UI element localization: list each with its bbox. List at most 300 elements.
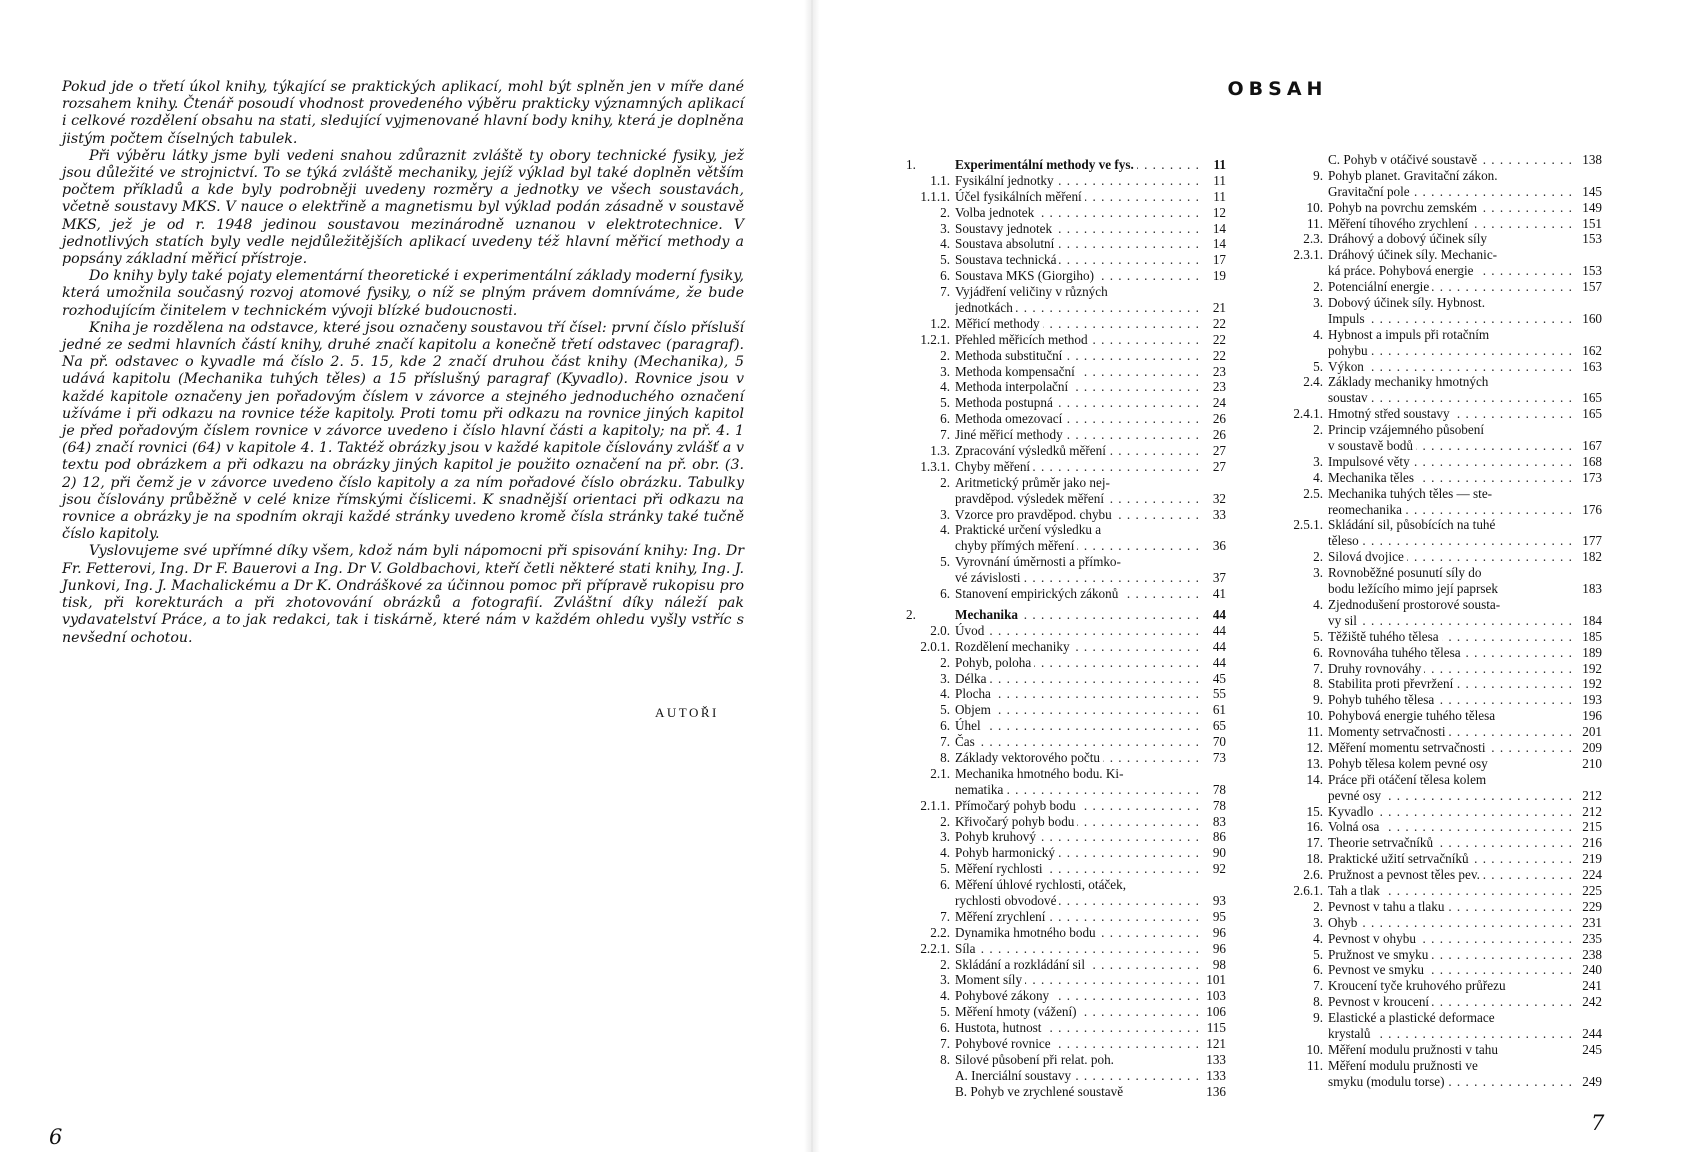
- toc-entry-title: Rovnoběžné posunutí síly do: [1328, 565, 1574, 581]
- toc-entry-number: 8.: [940, 749, 950, 765]
- toc-entry-page: 162: [1582, 342, 1602, 358]
- toc-entry-title: Elastické a plastické deformace: [1328, 1010, 1574, 1026]
- toc-entry-page: 238: [1582, 946, 1602, 962]
- toc-entry: [1277, 835, 1602, 851]
- toc-entry: [1277, 390, 1602, 406]
- toc-entry-title: ká práce. Pohybová energie . . .: [1328, 263, 1574, 279]
- toc-entry-number: 2.4.1.: [1293, 406, 1323, 422]
- toc-entry-title: Účel fysikálních měření . . .: [955, 189, 1198, 205]
- toc-entry-page: 151: [1582, 215, 1602, 231]
- toc-entry: [904, 221, 1226, 237]
- toc-entry-number: 1.1.1.: [920, 188, 950, 204]
- toc-entry: [1277, 788, 1602, 804]
- toc-entry-title: Soustavy jednotek . . .: [955, 221, 1198, 237]
- toc-entry-page: 212: [1582, 787, 1602, 803]
- toc-entry-page: 138: [1582, 152, 1602, 167]
- preface-paragraph: Při výběru látky jsme byli vedeni snahou zdůraznit zvláště ty obory technické fysiky, jež jsou důležité ve strojnictví. To se týká zvláště mechaniky, jejíž výklad byl také doplněn větším počtem příkladů a kde byly podrobněji uvedeny rozměry a jednotky ve všech soustavách, včetně soustavy MKS. V nauce o elektřině a magnetismu byl výklad podán zásadně v soustavě MKS, jež je od r. 1948 jedinou soustavou mezinárodně uznanou v elektrotechnice. V jednotlivých statích byly vedle nejdůležitějších aplikací uvedeny též hlavní měřicí methody a popsány základní měřicí přístroje.: [62, 147, 744, 268]
- toc-entry-number: 2.5.: [1303, 485, 1323, 501]
- toc-entry: [904, 686, 1226, 702]
- toc-entry-page: 55: [1212, 686, 1226, 702]
- toc-entry-page: 145: [1582, 183, 1602, 199]
- toc-entry-page: 86: [1212, 829, 1226, 845]
- toc-entry-title: Vyjádření veličiny v různých: [955, 284, 1198, 300]
- toc-entry-number: 6.: [940, 268, 950, 284]
- toc-entry-page: 45: [1212, 670, 1226, 686]
- toc-entry: [904, 941, 1226, 957]
- toc-entry-page: 33: [1212, 506, 1226, 522]
- toc-entry-page: 240: [1582, 962, 1602, 978]
- toc-entry-title: Praktické určení výsledku a: [955, 522, 1198, 538]
- toc-entry-title: Mechanika těles . . .: [1328, 470, 1574, 486]
- toc-entry-number: 4.: [940, 845, 950, 861]
- toc-entry: [1277, 454, 1602, 470]
- toc-entry-page: 229: [1582, 898, 1602, 914]
- toc-entry-page: 192: [1582, 660, 1602, 676]
- toc-entry-page: 26: [1212, 411, 1226, 427]
- toc-entry-number: 1.1.: [930, 172, 950, 188]
- preface-paragraph: Do knihy byly také pojaty elementární theoretické i experimentální základy moderní fysiky, která umožnila současný rozvoj atomové fysiky, o níž se plným právem domníváme, že bude rozhodujícím činitelem v technickém vývoji blízké budoucnosti.: [62, 268, 744, 319]
- toc-entry-page: 70: [1212, 734, 1226, 750]
- toc-entry: [1277, 597, 1602, 613]
- toc-entry-title: Zjednodušení prostorové sousta-: [1328, 597, 1574, 613]
- toc-entry-page: 23: [1212, 363, 1226, 379]
- toc-entry-number: 4.: [940, 236, 950, 252]
- toc-entry-title: Vyrovnání úměrnosti a přímko-: [955, 554, 1198, 570]
- toc-entry-page: 173: [1582, 469, 1602, 485]
- toc-entry: [1277, 343, 1602, 359]
- toc-entry: [904, 766, 1226, 782]
- toc-entry-page: 192: [1582, 676, 1602, 692]
- toc-entry-page: 37: [1212, 570, 1226, 586]
- toc-entry: [1277, 502, 1602, 518]
- toc-entry-title: jednotkách . . .: [955, 300, 1198, 316]
- toc-entry-number: 5.: [940, 554, 950, 570]
- toc-entry-number: 6.: [940, 411, 950, 427]
- toc-entry-number: 5.: [940, 702, 950, 718]
- toc-entry-title: Délka . . .: [955, 671, 1198, 687]
- toc-entry-number: 5.: [1313, 358, 1323, 374]
- toc-entry: [904, 443, 1226, 459]
- toc-entry: [904, 522, 1226, 538]
- toc-entry-title: Výkon . . .: [1328, 359, 1574, 375]
- toc-entry: [1277, 645, 1602, 661]
- toc-entry: [1277, 247, 1602, 263]
- toc-entry-number: 2.6.: [1303, 867, 1323, 883]
- toc-entry-number: 4.: [940, 686, 950, 702]
- toc-entry-title: Dynamika hmotného bodu . . .: [955, 925, 1198, 941]
- toc-entry: [904, 332, 1226, 348]
- toc-entry: [1277, 931, 1602, 947]
- toc-entry: [1277, 311, 1602, 327]
- toc-entry: [1277, 549, 1602, 565]
- toc-entry-number: 3.: [1313, 914, 1323, 930]
- toc-entry-page: 92: [1212, 861, 1226, 877]
- toc-entry-title: Objem . . .: [955, 702, 1198, 718]
- toc-entry-number: 15.: [1306, 803, 1323, 819]
- toc-entry-title: Methoda omezovací . . .: [955, 411, 1198, 427]
- toc-entry-title: Kyvadlo . . .: [1328, 804, 1574, 820]
- toc-entry: [904, 972, 1226, 988]
- toc-entry: [904, 157, 1226, 173]
- toc-entry: [1277, 327, 1602, 343]
- toc-entry-number: 1.: [906, 157, 916, 172]
- toc-entry: [904, 1036, 1226, 1052]
- toc-entry-number: 1.2.: [930, 315, 950, 331]
- toc-entry-number: 6.: [940, 877, 950, 893]
- toc-entry-number: 8.: [940, 1051, 950, 1067]
- toc-entry-number: 3.: [1313, 295, 1323, 311]
- toc-entry-number: 1.2.1.: [920, 331, 950, 347]
- toc-entry-number: 9.: [1313, 1010, 1323, 1026]
- toc-entry-title: Moment síly . . .: [955, 972, 1198, 988]
- toc-entry-number: 4.: [1313, 930, 1323, 946]
- preface-text: [62, 79, 744, 647]
- toc-entry-number: 2.3.1.: [1293, 247, 1323, 263]
- toc-entry-title: Těžiště tuhého tělesa . . .: [1328, 629, 1574, 645]
- toc-entry: [904, 173, 1226, 189]
- toc-entry-page: 41: [1212, 586, 1226, 602]
- toc-entry: [1277, 1042, 1602, 1058]
- toc-entry: [904, 348, 1226, 364]
- toc-entry: [1277, 565, 1602, 581]
- toc-entry-number: 10.: [1306, 199, 1323, 215]
- toc-entry-page: 121: [1206, 1035, 1226, 1051]
- toc-entry-title: Měření modulu pružnosti ve: [1328, 1058, 1574, 1074]
- toc-entry-title: Pevnost v tahu a tlaku . . .: [1328, 899, 1574, 915]
- toc-entry: [904, 1052, 1226, 1068]
- left-page: [0, 0, 812, 1152]
- toc-entry: [1277, 613, 1602, 629]
- toc-entry: [904, 268, 1226, 284]
- toc-entry: [904, 798, 1226, 814]
- toc-entry-title: Pohyb kruhový . . .: [955, 829, 1198, 845]
- toc-entry-title: Úhel . . .: [955, 718, 1198, 734]
- toc-entry-page: 182: [1582, 549, 1602, 565]
- toc-entry-number: 3.: [940, 972, 950, 988]
- toc-entry-page: 225: [1582, 882, 1602, 898]
- toc-entry: [1277, 263, 1602, 279]
- toc-entry: [1277, 692, 1602, 708]
- toc-entry: [1277, 1074, 1602, 1090]
- toc-entry: [904, 491, 1226, 507]
- toc-entry-title: Pohybová energie tuhého tělesa: [1328, 708, 1574, 724]
- toc-entry: [904, 782, 1226, 798]
- toc-entry-page: 241: [1582, 978, 1602, 994]
- toc-entry: [904, 988, 1226, 1004]
- toc-entry-title: Rozdělení mechaniky . . .: [955, 639, 1198, 655]
- toc-entry: [904, 554, 1226, 570]
- toc-entry-page: 212: [1582, 803, 1602, 819]
- toc-entry: [1277, 470, 1602, 486]
- toc-entry-page: 242: [1582, 994, 1602, 1010]
- toc-entry: [1277, 708, 1602, 724]
- toc-entry-title: Volná osa . . .: [1328, 819, 1574, 835]
- toc-entry: [904, 236, 1226, 252]
- toc-entry-title: Měření momentu setrvačnosti . . .: [1328, 740, 1574, 756]
- toc-entry-page: 19: [1212, 268, 1226, 284]
- toc-entry: [904, 427, 1226, 443]
- toc-entry-page: 44: [1212, 606, 1226, 622]
- toc-entry: [1277, 676, 1602, 692]
- toc-entry-number: 4.: [940, 988, 950, 1004]
- toc-entry-number: 9.: [1313, 167, 1323, 183]
- toc-entry: [1277, 962, 1602, 978]
- toc-entry-page: 44: [1212, 654, 1226, 670]
- toc-entry-title: Pohyb na povrchu zemském . . .: [1328, 200, 1574, 216]
- toc-entry: [1277, 438, 1602, 454]
- toc-entry: [904, 1084, 1226, 1100]
- toc-entry-number: 2.2.: [930, 924, 950, 940]
- toc-entry-page: 215: [1582, 819, 1602, 835]
- toc-entry-page: 245: [1582, 1041, 1602, 1057]
- toc-entry-number: 5.: [1313, 946, 1323, 962]
- toc-entry-page: 136: [1206, 1083, 1226, 1099]
- toc-entry-number: 4.: [940, 379, 950, 395]
- toc-entry-page: 23: [1212, 379, 1226, 395]
- toc-entry-page: 244: [1582, 1025, 1602, 1041]
- toc-entry-page: 193: [1582, 692, 1602, 708]
- toc-entry: [1277, 517, 1602, 533]
- toc-entry-page: 101: [1206, 972, 1226, 988]
- toc-entry-title: Pevnost ve smyku . . .: [1328, 962, 1574, 978]
- toc-entry-number: 10.: [1306, 708, 1323, 724]
- toc-entry-title: Pevnost v ohybu . . .: [1328, 931, 1574, 947]
- toc-entry-number: 5.: [940, 252, 950, 268]
- toc-entry-page: 90: [1212, 845, 1226, 861]
- toc-entry-number: 11.: [1307, 724, 1323, 740]
- toc-entry-page: 184: [1582, 612, 1602, 628]
- toc-entry-title: Mechanika tuhých těles — ste-: [1328, 486, 1574, 502]
- toc-entry-page: 65: [1212, 718, 1226, 734]
- toc-entry: [1277, 915, 1602, 931]
- toc-entry: [1277, 486, 1602, 502]
- toc-entry-page: 163: [1582, 358, 1602, 374]
- toc-entry-title: Základy vektorového počtu . . .: [955, 750, 1198, 766]
- toc-entry-title: krystalů . . .: [1328, 1026, 1574, 1042]
- toc-entry-title: Základy mechaniky hmotných: [1328, 374, 1574, 390]
- toc-entry-page: 96: [1212, 940, 1226, 956]
- toc-entry-title: Přehled měřicích method . . .: [955, 332, 1198, 348]
- toc-entry: [904, 316, 1226, 332]
- toc-entry-page: 11: [1213, 157, 1226, 172]
- toc-entry-number: 8.: [1313, 676, 1323, 692]
- toc-entry-number: 2.3.: [1303, 231, 1323, 247]
- toc-entry-number: 10.: [1306, 1041, 1323, 1057]
- toc-entry-title: Methoda postupná . . .: [955, 395, 1198, 411]
- toc-entry: [904, 252, 1226, 268]
- toc-entry: [1277, 772, 1602, 788]
- toc-entry-title: Druhy rovnováhy . . .: [1328, 661, 1574, 677]
- toc-entry-page: 201: [1582, 724, 1602, 740]
- toc-entry: [904, 411, 1226, 427]
- toc-entry-title: těleso . . .: [1328, 533, 1574, 549]
- toc-entry-page: 96: [1212, 924, 1226, 940]
- toc-entry-page: 219: [1582, 851, 1602, 867]
- toc-entry-number: 17.: [1306, 835, 1323, 851]
- toc-entry: [904, 893, 1226, 909]
- toc-entry: [904, 702, 1226, 718]
- toc-entry: [1277, 899, 1602, 915]
- toc-entry-number: 3.: [940, 506, 950, 522]
- toc-entry-title: reomechanika . . .: [1328, 502, 1574, 518]
- toc-entry-page: 216: [1582, 835, 1602, 851]
- toc-entry-page: 27: [1212, 443, 1226, 459]
- toc-entry-page: 14: [1212, 236, 1226, 252]
- preface-paragraph: Pokud jde o třetí úkol knihy, týkající se praktických aplikací, mohl být splněn jen v míře dané rozsahem knihy. Čtenář posoudí vhodnost provedeného výběru prakticky významných aplikací i celkové rozdělení obsahu na stati, sledující vyjmenované hlavní body knihy, která je doplněna jistým počtem číselných tabulek.: [62, 79, 744, 147]
- toc-entry-page: 61: [1212, 702, 1226, 718]
- toc-entry-page: 133: [1206, 1067, 1226, 1083]
- toc-entry-title: Soustava technická . . .: [955, 252, 1198, 268]
- toc-entry-title: Práce při otáčení tělesa kolem: [1328, 772, 1574, 788]
- toc-entry-title: B. Pohyb ve zrychlené soustavě: [955, 1084, 1198, 1100]
- toc-entry-number: 2.0.: [930, 622, 950, 638]
- toc-entry-title: Fysikální jednotky . . .: [955, 173, 1198, 189]
- toc-entry-title: Křivočarý pohyb bodu . . .: [955, 814, 1198, 830]
- toc-entry-title: Soustava absolutní . . .: [955, 236, 1198, 252]
- toc-entry: [904, 1068, 1226, 1084]
- toc-entry: [1277, 216, 1602, 232]
- toc-entry-number: 7.: [940, 908, 950, 924]
- toc-entry-title: Hybnost a impuls při rotačním: [1328, 327, 1574, 343]
- toc-entry-page: 17: [1212, 252, 1226, 268]
- toc-entry: [1277, 867, 1602, 883]
- toc-entry-page: 185: [1582, 628, 1602, 644]
- toc-entry-title: A. Inerciální soustavy . . .: [955, 1068, 1198, 1084]
- toc-entry-number: 3.: [1313, 453, 1323, 469]
- toc-entry-title: Pohyb tuhého tělesa . . .: [1328, 692, 1574, 708]
- toc-entry-title: Gravitační pole . . .: [1328, 184, 1574, 200]
- contents-heading: OBSAH: [1227, 78, 1328, 100]
- toc-entry-title: Experimentální methody ve fys. . . .: [955, 157, 1198, 173]
- toc-entry-page: 153: [1582, 263, 1602, 279]
- toc-entry-page: 165: [1582, 390, 1602, 406]
- toc-entry: [1277, 1058, 1602, 1074]
- toc-entry-number: 6.: [1313, 962, 1323, 978]
- toc-entry-number: 1.3.1.: [920, 458, 950, 474]
- toc-entry: [904, 877, 1226, 893]
- toc-entry-title: Chyby měření . . .: [955, 459, 1198, 475]
- toc-entry-number: 3.: [940, 670, 950, 686]
- toc-entry-title: Pohybové rovnice . . .: [955, 1036, 1198, 1052]
- toc-entry-number: 7.: [940, 1035, 950, 1051]
- toc-entry: [1277, 804, 1602, 820]
- toc-entry-page: 249: [1582, 1073, 1602, 1089]
- toc-entry-page: 44: [1212, 638, 1226, 654]
- toc-entry: [904, 1004, 1226, 1020]
- toc-entry-number: 2.: [1313, 549, 1323, 565]
- toc-entry-title: Čas . . .: [955, 734, 1198, 750]
- toc-entry: [904, 814, 1226, 830]
- toc-entry-title: Tah a tlak . . .: [1328, 883, 1574, 899]
- toc-entry-number: 5.: [940, 1004, 950, 1020]
- toc-entry: [1277, 295, 1602, 311]
- toc-entry-title: Theorie setrvačníků . . .: [1328, 835, 1574, 851]
- page-number-left: 6: [49, 1125, 63, 1149]
- toc-entry-title: Pružnost ve smyku . . .: [1328, 947, 1574, 963]
- toc-entry-number: 2.5.1.: [1293, 517, 1323, 533]
- toc-entry-page: 157: [1582, 279, 1602, 295]
- toc-entry-title: pevné osy . . .: [1328, 788, 1574, 804]
- toc-entry-number: 18.: [1306, 851, 1323, 867]
- toc-entry-title: Volba jednotek . . .: [955, 205, 1198, 221]
- toc-entry-title: Úvod . . .: [955, 623, 1198, 639]
- preface-paragraph: Vyslovujeme své upřímné díky všem, kdož nám byli nápomocni při spisování knihy: Ing. Dr Fr. Fetterovi, Ing. Dr F. Bauerovi a Ing. Dr V. Goldbachovi, kteří četli některé stati knihy, Ing. J. Junkovi, Ing. J. Machalickému a Dr K. Ondráškové za účinnou pomoc při přípravě rukopisu pro tisk, při korekturách a při zhotovování obrázků a fotografií. Zvláštní díky náleží pak vydavatelství Práce, a to jak redakci, tak i tiskárně, které nám v každém ohledu vyšly vstříc s nevšední ochotou.: [62, 543, 744, 646]
- toc-entry-title: pohybu . . .: [1328, 343, 1574, 359]
- toc-entry-number: 11.: [1307, 1057, 1323, 1073]
- toc-entry-page: 149: [1582, 199, 1602, 215]
- toc-entry-title: Pohyb, poloha . . .: [955, 655, 1198, 671]
- toc-entry: [1277, 883, 1602, 899]
- toc-entry-title: Pohyb harmonický . . .: [955, 845, 1198, 861]
- toc-entry-page: 160: [1582, 310, 1602, 326]
- toc-entry: [904, 189, 1226, 205]
- toc-entry-title: pravděpod. výsledek měření . . .: [955, 491, 1198, 507]
- toc-entry-page: 93: [1212, 892, 1226, 908]
- toc-entry-number: 2.: [940, 654, 950, 670]
- toc-entry-page: 95: [1212, 908, 1226, 924]
- toc-entry: [1277, 661, 1602, 677]
- toc-entry-title: Methoda kompensační . . .: [955, 364, 1198, 380]
- toc-entry: [1277, 231, 1602, 247]
- toc-entry: [1277, 724, 1602, 740]
- toc-entry-title: Pohyb planet. Gravitační zákon.: [1328, 168, 1574, 184]
- toc-entry-title: Měření úhlové rychlosti, otáček,: [955, 877, 1198, 893]
- toc-entry-title: Vzorce pro pravděpod. chybu . . .: [955, 507, 1198, 523]
- toc-entry-number: 2.2.1.: [920, 940, 950, 956]
- toc-entry-title: bodu ležícího mimo její paprsek: [1328, 581, 1574, 597]
- toc-entry-number: 2.0.1.: [920, 638, 950, 654]
- toc-entry: [904, 861, 1226, 877]
- toc-entry: [1277, 851, 1602, 867]
- toc-entry-page: 106: [1206, 1004, 1226, 1020]
- toc-entry: [1277, 629, 1602, 645]
- toc-entry-title: Rovnováha tuhého tělesa . . .: [1328, 645, 1574, 661]
- toc-entry-title: Methoda interpolační . . .: [955, 379, 1198, 395]
- toc-entry-number: 3.: [940, 829, 950, 845]
- toc-entry-number: 2.1.1.: [920, 797, 950, 813]
- toc-entry: [904, 671, 1226, 687]
- toc-entry: [904, 284, 1226, 300]
- toc-entry-page: 12: [1212, 204, 1226, 220]
- toc-entry: [1277, 533, 1602, 549]
- toc-entry-title: Dobový účinek síly. Hybnost.: [1328, 295, 1574, 311]
- toc-entry: [1277, 279, 1602, 295]
- toc-entry: [904, 475, 1226, 491]
- toc-entry-number: 2.6.1.: [1293, 882, 1323, 898]
- toc-entry-number: 12.: [1306, 739, 1323, 755]
- toc-entry-number: 7.: [1313, 660, 1323, 676]
- toc-entry-number: 7.: [940, 284, 950, 300]
- toc-column-left: [904, 152, 1226, 1100]
- toc-entry-title: Impulsové věty . . .: [1328, 454, 1574, 470]
- toc-entry-number: 2.: [1313, 422, 1323, 438]
- toc-entry-page: 209: [1582, 739, 1602, 755]
- toc-entry: [904, 1020, 1226, 1036]
- toc-entry-number: 3.: [940, 363, 950, 379]
- toc-entry-title: Silová dvojice . . .: [1328, 549, 1574, 565]
- toc-entry-number: 7.: [1313, 978, 1323, 994]
- toc-entry-title: Hmotný střed soustavy . . .: [1328, 406, 1574, 422]
- toc-entry-page: 26: [1212, 427, 1226, 443]
- toc-entry-title: v soustavě bodů . . .: [1328, 438, 1574, 454]
- toc-entry-page: 189: [1582, 644, 1602, 660]
- toc-entry-number: 2.: [940, 474, 950, 490]
- toc-entry-title: Impuls . . .: [1328, 311, 1574, 327]
- toc-entry: [904, 734, 1226, 750]
- toc-entry-number: 2.: [1313, 898, 1323, 914]
- toc-entry-title: Princip vzájemného působení: [1328, 422, 1574, 438]
- toc-entry-number: 2.: [906, 606, 916, 622]
